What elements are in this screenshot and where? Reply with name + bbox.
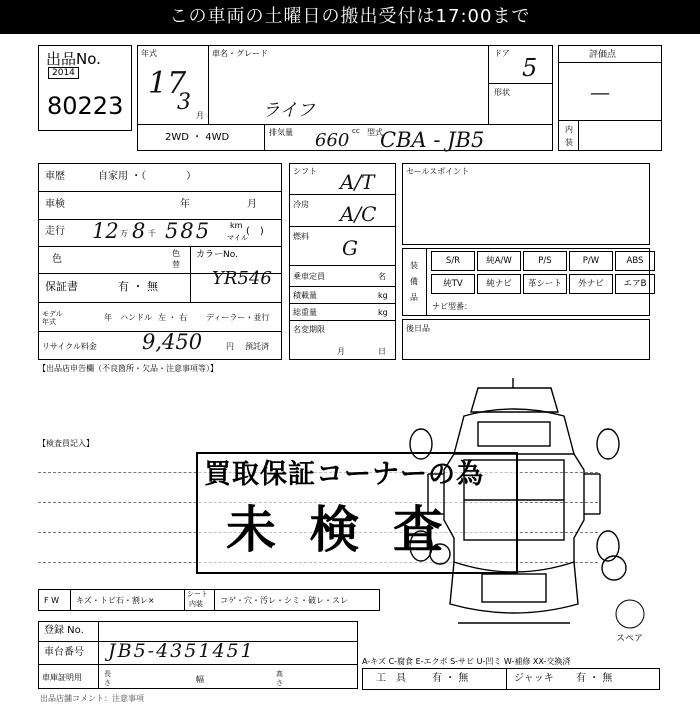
color-label: 色 — [52, 254, 62, 265]
reg-label: 登録 No. — [44, 625, 84, 636]
mileage-sen-unit: 千 — [148, 229, 156, 238]
year-value: 17 — [148, 66, 187, 101]
after-label: 後日品 — [406, 324, 430, 333]
warranty-value: 有 ・ 無 — [118, 280, 158, 293]
drive-label: 2WD ・ 4WD — [165, 132, 230, 143]
grade-value: — — [590, 80, 610, 104]
equipment-item: 革シート — [523, 274, 567, 294]
ac-value: A/C — [340, 202, 377, 226]
equipment-item: 純TV — [431, 274, 475, 294]
fw-label: F W — [44, 596, 60, 605]
equipment-item: P/W — [569, 251, 613, 271]
capacity-unit: 名 — [378, 272, 386, 281]
equipment-item: 外ナビ — [569, 274, 613, 294]
rename-month: 月 — [337, 347, 345, 356]
inspection-label: 車検 — [45, 199, 65, 210]
seat-value: コゲ・穴・汚レ・シミ・破レ・スレ — [220, 596, 348, 605]
displacement-label: 排気量 — [269, 128, 293, 137]
model-year-unit: 年 — [104, 313, 112, 322]
name-value: ライフ — [262, 100, 315, 121]
lot-number: 80223 — [47, 92, 124, 120]
month-suffix: 月 — [196, 111, 204, 120]
warranty-label: 保証書 — [45, 280, 78, 293]
rename-label: 名変期限 — [293, 325, 325, 334]
load-label: 積載量 — [293, 291, 317, 300]
equipment-item: エアB — [615, 274, 655, 294]
seat-label-2: 内装 — [189, 600, 203, 608]
sales-label: セールスポイント — [406, 167, 470, 176]
equipment-label-2: 備 — [410, 277, 418, 286]
shape-label: 形状 — [494, 88, 510, 97]
model-value: CBA - JB5 — [380, 128, 485, 152]
tools-box — [362, 668, 660, 690]
handle-label: ハンドル — [120, 313, 152, 322]
mileage-rest: 585 — [165, 219, 212, 243]
equipment-item: S/R — [431, 251, 475, 271]
damage-codes: A-キズ C-腐食 E-エクボ S-サビ U-凹ミ W-補修 XX-交換済 — [362, 657, 571, 666]
color-no: YR546 — [212, 268, 272, 289]
tools-label: 工 具 — [376, 673, 406, 684]
history-label: 車歴 — [45, 171, 65, 182]
recycle-label: リサイクル料金 — [42, 342, 97, 351]
month-value: 3 — [177, 90, 191, 115]
mile-label: マイル — [227, 234, 248, 242]
model-label: 型式 — [367, 128, 383, 137]
fw-value: キズ・トビ石・割レ× — [76, 596, 155, 605]
doors-label: ドア — [494, 49, 510, 58]
capacity-label: 乗車定員 — [293, 272, 325, 281]
equipment-item: 純A/W — [477, 251, 521, 271]
colorno-label: カラーNo. — [196, 250, 238, 260]
stamp-top: 買取保証コーナーの為 — [204, 459, 484, 490]
weight-label: 総重量 — [293, 308, 317, 317]
inspection-month: 月 — [247, 199, 257, 210]
footer-cut-text: 出品店舗コメント：注意事項 — [40, 694, 144, 703]
mileage-man-unit: 万 — [120, 229, 128, 238]
km-label: km — [230, 221, 243, 230]
name-label: 車名・グレード — [212, 49, 268, 58]
displacement-value: 660 — [315, 130, 350, 151]
cert-label: 車庫証明用 — [42, 673, 82, 682]
spare-label: スペア — [616, 634, 644, 644]
banner: この車両の土曜日の搬出受付は17:00まで — [0, 0, 700, 34]
chassis-label: 車台番号 — [44, 647, 84, 658]
recycle-value: 9,450 — [142, 330, 203, 354]
height-label: 高さ — [276, 670, 283, 687]
equipment-label-1: 装 — [410, 261, 418, 270]
jack-label: ジャッキ — [514, 673, 554, 684]
load-unit: kg — [378, 291, 388, 300]
equipment-item: ABS — [615, 251, 655, 271]
inspection-year: 年 — [180, 199, 190, 210]
interior-label-1: 内 — [565, 125, 573, 134]
seat-label-1: シート — [187, 590, 208, 598]
color-swap: 色替 — [172, 249, 180, 269]
chassis-value: JB5-4351451 — [108, 640, 255, 662]
rename-day: 日 — [378, 347, 386, 356]
equipment-label-3: 品 — [410, 293, 418, 302]
car-damage-diagram — [398, 378, 660, 640]
fuel-label: 燃料 — [293, 232, 309, 241]
width-label: 幅 — [196, 675, 204, 684]
year-label: 年式 — [141, 49, 157, 58]
jack-value: 有 ・ 無 — [576, 673, 613, 684]
dealer-label: ディーラー・並行 — [206, 313, 270, 322]
recycle-unit: 円 — [226, 342, 234, 351]
cc-label: cc — [352, 127, 360, 135]
mileage-sen: 8 — [132, 219, 146, 243]
navi-label: ナビ型番： — [432, 302, 472, 311]
equipment-item: P/S — [523, 251, 567, 271]
lot-year: 2014 — [48, 67, 79, 79]
mileage-label: 走行 — [45, 226, 65, 237]
history-value: 自家用 ・（ ） — [98, 171, 197, 182]
equipment-item: 純ナビ — [477, 274, 521, 294]
weight-unit: kg — [378, 308, 388, 317]
fuel-value: G — [342, 236, 358, 260]
mileage-man: 12 — [92, 219, 119, 243]
exhibitor-notes-label: 【出品店申告欄（不良箇所・欠品・注意事項等）】 — [38, 364, 218, 373]
ac-label: 冷房 — [293, 200, 309, 209]
grade-label: 評価点 — [589, 50, 617, 60]
inspector-label: 【検査員記入】 — [38, 439, 94, 448]
shift-value: A/T — [340, 170, 375, 194]
recycle-deposit: 預託済 — [245, 342, 269, 351]
shift-label: シフト — [293, 167, 317, 176]
lot-label: 出品No. — [46, 50, 101, 68]
after-box — [402, 319, 650, 360]
model-year-label: モデル年式 — [42, 310, 63, 326]
tools-value: 有 ・ 無 — [432, 673, 469, 684]
stamp-main: 未 検 査 — [226, 501, 451, 559]
length-label: 長さ — [104, 670, 111, 687]
interior-label-2: 装 — [565, 138, 573, 147]
doors-value: 5 — [522, 54, 538, 82]
handle-value: 左 ・ 右 — [158, 313, 188, 322]
